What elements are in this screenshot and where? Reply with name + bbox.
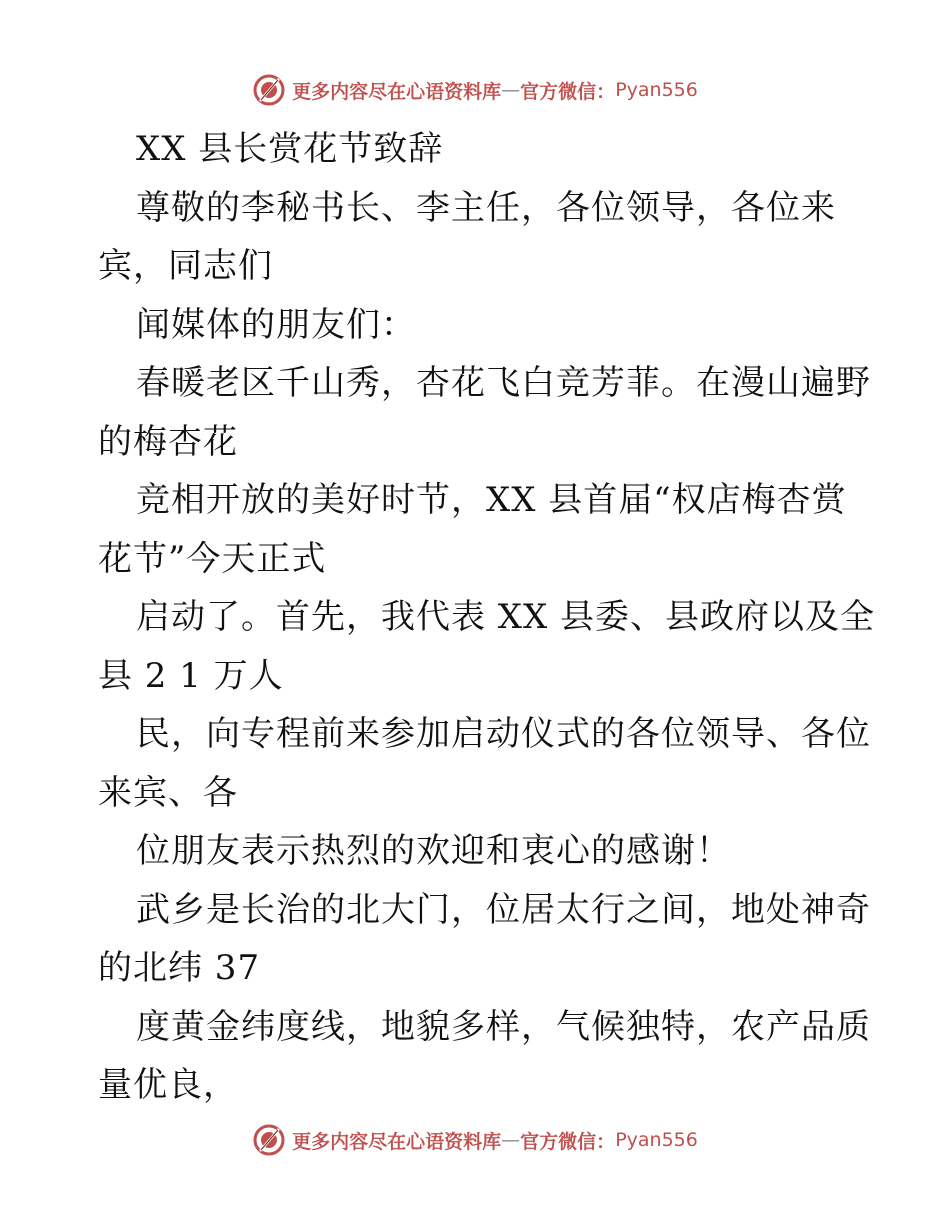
watermark-dash: — bbox=[501, 1129, 521, 1151]
text-line: 启动了。首先，我代表 XX 县委、县政府以及全 bbox=[136, 597, 876, 637]
text-line: 尊敬的李秘书长、李主任，各位领导，各位来 bbox=[136, 187, 836, 228]
quill-seal-icon bbox=[252, 73, 286, 107]
text-line: 闻媒体的朋友们： bbox=[136, 304, 416, 345]
watermark-wechat-id: Pyan556 bbox=[615, 79, 698, 101]
watermark-site-text: 更多内容尽在心语资料库 bbox=[292, 1130, 502, 1153]
footer-watermark bbox=[0, 1120, 950, 1160]
watermark-dash: — bbox=[501, 79, 521, 101]
text-line: 武乡是长治的北大门，位居太行之间，地处神奇 bbox=[136, 889, 871, 930]
document-body bbox=[98, 120, 876, 1115]
text-line: 民，向专程前来参加启动仪式的各位领导、各位 bbox=[136, 714, 871, 754]
document-title: XX 县长赏花节致辞 bbox=[136, 129, 444, 169]
watermark-wechat-id: Pyan556 bbox=[615, 1129, 698, 1151]
watermark-official-label: 官方微信： bbox=[520, 1130, 616, 1153]
text-line: 县 2 1 万人 bbox=[98, 655, 284, 696]
header-watermark bbox=[0, 70, 950, 110]
text-line: 的梅杏花 bbox=[98, 421, 238, 462]
text-line: 位朋友表示热烈的欢迎和衷心的感谢！ bbox=[136, 831, 731, 871]
text-line: 的北纬 37 bbox=[98, 948, 261, 988]
text-line: 来宾、各 bbox=[98, 772, 238, 813]
text-line: 春暖老区千山秀，杏花飞白竞芳菲。在漫山遍野 bbox=[136, 363, 871, 403]
text-line: 竞相开放的美好时节，XX 县首届“权店梅杏赏 bbox=[136, 480, 847, 520]
text-line: 量优良， bbox=[98, 1065, 238, 1105]
text-line: 花节”今天正式 bbox=[98, 538, 327, 579]
watermark-site-text: 更多内容尽在心语资料库 bbox=[292, 80, 502, 103]
quill-seal-icon bbox=[252, 1123, 286, 1157]
watermark-official-label: 官方微信： bbox=[520, 80, 616, 103]
text-line: 宾，同志们 bbox=[98, 246, 273, 286]
text-line: 度黄金纬度线，地貌多样，气候独特，农产品质 bbox=[136, 1006, 871, 1047]
